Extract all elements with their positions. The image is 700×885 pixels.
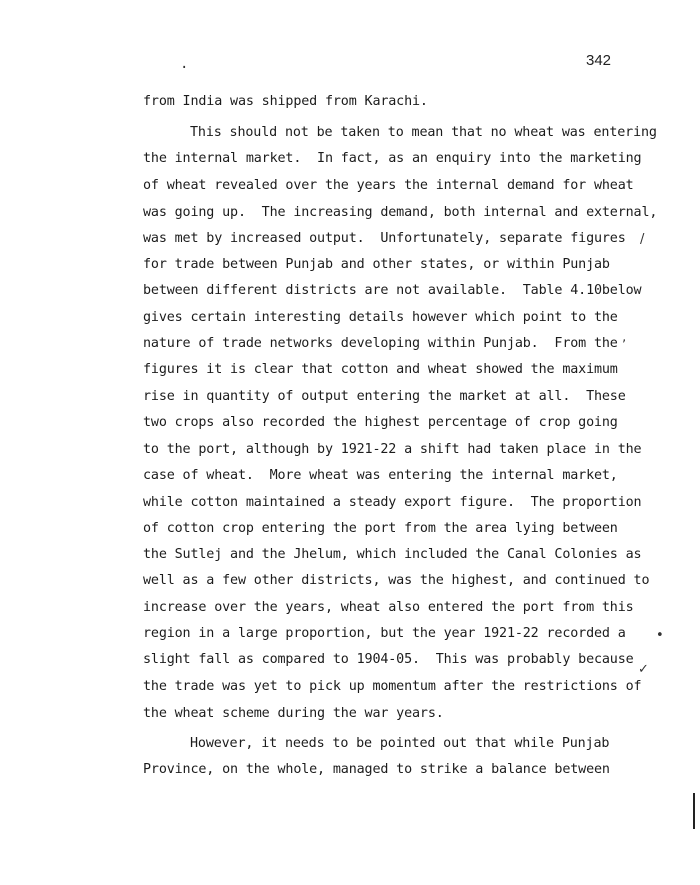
text-line: to the port, although by 1921-22 a shift had taken place in the: [143, 442, 642, 457]
text-line: case of wheat. More wheat was entering the internal market,: [143, 468, 618, 483]
page-number: 342: [586, 52, 612, 69]
text-line: was met by increased output. Unfortunately, separate figures: [143, 231, 626, 246]
text-line: nature of trade networks developing within Punjab. From the: [143, 336, 618, 351]
margin-tick-mark: ʼ: [622, 338, 627, 353]
text-line: the internal market. In fact, as an enquiry into the marketing: [143, 151, 642, 166]
text-line: gives certain interesting details however which point to the: [143, 310, 618, 325]
page-edge-line: [693, 793, 695, 829]
text-line: of cotton crop entering the port from the area lying between: [143, 521, 618, 536]
text-line: while cotton maintained a steady export figure. The proportion: [143, 495, 642, 510]
text-line: of wheat revealed over the years the internal demand for wheat: [143, 178, 634, 193]
text-line: the wheat scheme during the war years.: [143, 706, 444, 721]
text-line: This should not be taken to mean that no wheat was entering: [190, 125, 657, 140]
text-line: However, it needs to be pointed out that while Punjab: [190, 736, 610, 751]
text-line: rise in quantity of output entering the market at all. These: [143, 389, 626, 404]
margin-dot-mark: •: [656, 628, 664, 643]
text-line: figures it is clear that cotton and wheat showed the maximum: [143, 362, 618, 377]
text-line: well as a few other districts, was the highest, and continued to: [143, 573, 650, 588]
text-line: increase over the years, wheat also entered the port from this: [143, 600, 634, 615]
text-line: region in a large proportion, but the year 1921-22 recorded a: [143, 626, 626, 641]
margin-check-mark: ✓: [638, 662, 649, 677]
text-line: for trade between Punjab and other states, or within Punjab: [143, 257, 610, 272]
text-line: slight fall as compared to 1904-05. This was probably because: [143, 652, 634, 667]
text-line: the trade was yet to pick up momentum after the restrictions of: [143, 679, 642, 694]
text-line: between different districts are not available. Table 4.10below: [143, 283, 642, 298]
text-line: from India was shipped from Karachi.: [143, 94, 428, 109]
text-line: Province, on the whole, managed to strike a balance between: [143, 762, 610, 777]
text-line: was going up. The increasing demand, both internal and external,: [143, 205, 658, 220]
text-line: two crops also recorded the highest percentage of crop going: [143, 415, 618, 430]
text-line: the Sutlej and the Jhelum, which included the Canal Colonies as: [143, 547, 642, 562]
margin-slash-mark: /: [640, 232, 645, 247]
stray-dot-mark: ·: [180, 60, 189, 76]
